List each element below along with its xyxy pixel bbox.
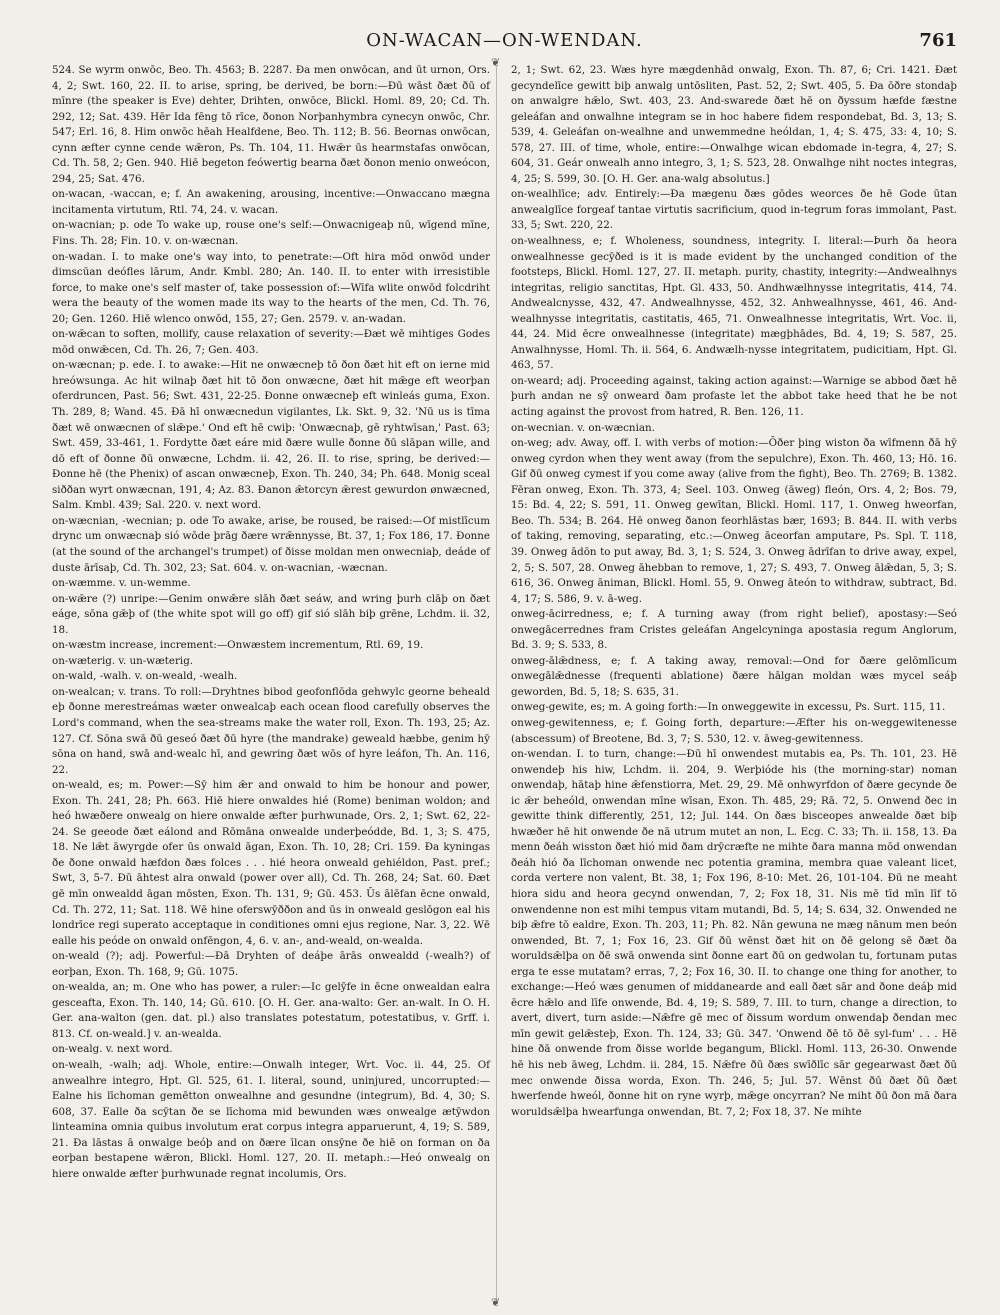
dictionary-entry: on-wald, -walh. v. on-weald, -wealh. <box>52 670 238 683</box>
dictionary-entry: 524. Se wyrm onwōc, Beo. Th. 4563; B. 2287. Ða men onwōcan, and ūt urnon, Ors. 4, 2; Swt. 160, 22. II. to arise, spring, be derived, be born:—Ðū wāst ðæt ðū of mīnre (the speaker is Eve) dehter, Drihten, onwōce, Blickl. Homl. 89, 20; Cd. Th. 292, 12; Sat. 439. Hēr Ida fēng tō rīce, ðonon Norþanhymbra cynecyn onwōc, Chr. 547; Erl. 16, 8. Him onwōc hēah Healfdene, Beo. Th. 112; B. 56. Beornas onwōcan, cynn æfter cynne cende wǣron, Ps. Th. 104, 11. Hwǣr ūs hearmstafas onwōcan, Cd. Th. 58, 2; Gen. 940. Hiē begeton feówertig bearna ðæt ðonon menio onweócon, 294, 25; Sat. 476. <box>52 64 490 185</box>
dictionary-entry: onweg-ālǣdness, e; f. A taking away, removal:—Ond for ðære gelōmlīcum onwegālǣdnesse (frequenti ablatione) ðære hālgan moldan wæs mycel seáþ geworden, Bd. 5, 18; S. 635, 31. <box>511 654 957 698</box>
page-number: 761 <box>919 30 957 51</box>
dictionary-entry: onweg-ācirredness, e; f. A turning away (from right belief), apostasy:—Seó onwegācerrednes fram Cristes geleáfan Angelcyninga apostasia regum Anglorum, Bd. 3. 9; S. 533, 8. <box>511 608 957 652</box>
dictionary-entry: on-wecnian. v. on-wæcnian. <box>511 421 655 434</box>
dictionary-entry: on-wæmme. v. un-wemme. <box>52 577 191 590</box>
column-divider <box>496 66 497 1301</box>
dictionary-entry: on-wendan. I. to turn, change:—Ðū hī onwendest mutabis ea, Ps. Th. 101, 23. Hē onwendeþ his hiw, Lchdm. ii. 204, 9. Werþióde his (the morning-star) noman onwendaþ, hātaþ hine ǣfenstiorra, Met. 29, 29. Mē onhwyrfdon of ðære gecynde ðe ic ǣr beheóld, onwendan mīne wīsan, Exon. Th. 485, 29; Rā. 72, 5. Onwend ðec in gewitte think differently, 251, 12; Jul. 144. On ðæs bisceopes anwealde ðæt biþ hwæðer hē hit onwende ðe nā utrum mutet an non, L. Ecg. C. 33; Th. ii. 158, 13. Ða menn ðeáh wisston ðæt hió mid ðam drȳcræfte ne mihte ðara manna mōd onwendan ðeáh hió ða līchoman onwende nec potentia gramina, membra quae valeant licet, corda vertere non valent, Bt. 38, 1; Fox 196, 8-10: Met. 26, 101-104. Ðū ne meaht hiora sidu and heora gecynd onwendan, 7, 2; Fox 18, 31. Nis mē tīd mīn līf tō onwendenne non est mihi tempus vitam mutandi, Bd. 5, 14; S. 634, 32. Onwended ne biþ ǣfre tō ealdre, Exon. Th. 203, 11; Ph. 82. Nān gewuna ne mæg nānum men beón onwended, Bt. 7, 1; Fox 16, 23. Gif ðū wēnst ðæt hit on ðē gelong sē ðæt ða woruldsǣlþa on ðē swā onwenda sint ðonne eart ðū on gedwolan tu, fortunam putas erga te esse mutatam? erras, 7, 2; Fox 16, 30. II. to change one thing for another, to exchange:—Heó wæs genumen of middanearde and eall ðæt sār and ðone deáþ mid ēcre hǣlo and līfe onwende, Bd. 4, 19; S. 589, 7. III. to turn, change a direction, to avert, divert, turn aside:—Nǣfre gē mec of ðissum wordum onwendaþ ðendan mec mīn gewit gelǣsteþ, Exon. Th. 124, 33; Gū. 347. 'Onwend ðē tō ðē syl-fum' . . . Hē hine ðā onwende from ðisse worlde begangum, Blickl. Homl. 113, 26-30. Onwende hē his neb āweg, Lchdm. ii. 284, 15. Nǣfre ðū ðæs swīðlīc sār gegearwast ðæt ðū mec onwende ðissa worda, Exon. Th. 246, 5; Jul. 57. Wēnst ðū ðæt ðū ðæt hwerfende hweól, ðonne hit on ryne wyrþ, mǣge oncyrran? Ne miht ðū ðon mā ðara woruldsǣlþa hwearfunga onwendan, Bt. 7, 2; Fox 18, 37. Ne mihte <box>511 748 958 1118</box>
dictionary-entry: on-wealh, -walh; adj. Whole, entire:—Onwalh integer, Wrt. Voc. ii. 44, 25. Of anwealhre integro, Hpt. Gl. 525, 61. I. literal, sound, uninjured, uncorrupted:—Ealne his līchoman gemētton onwealhne and gesundne (integrum), Bd. 4, 30; S. 608, 37. Ealle ða scȳtan ðe se līchoma mid bewunden wæs onwealge ætȳwdon linteamina omnia quibus involutum erat corpus integra apparuerunt, 4, 19; S. 589, 21. Ða lāstas ā onwalge beóþ and on ðære īlcan onsȳne ðe hiē on forman on ða eorþan bestapene wǣron, Blickl. Homl. 127, 20. II. metaph.:—Heó onwealg on hiere onwalde æfter þurhwunade regnat incolumis, Ors. <box>52 1059 490 1180</box>
page-header <box>52 30 957 54</box>
dictionary-entry: on-wacnian; p. ode To wake up, rouse one's self:—Onwacnigeaþ nū, wīgend mīne, Fins. Th. 28; Fin. 10. v. on-wæcnan. <box>52 219 490 248</box>
dictionary-entry: on-wealcan; v. trans. To roll:—Dryhtnes bibod geofonflōda gehwylc georne beheald eþ ðonne merestreámas wæter onwealcaþ each ocean flood carefully observes the Lord's command, when the sea-streams make the water roll, Exon. Th. 193, 25; Az. 127. Cf. Sōna swā ðū geseó ðæt ðū hyre (the mandrake) geweald hæbbe, genim hȳ sōna on hand, swā and-wealc hī, and gewring ðæt wōs of hyre leáfon, Th. An. 116, 22. <box>52 685 490 776</box>
dictionary-entry: onweg-gewite, es; m. A going forth:—In onweggewite in excessu, Ps. Surt. 115, 11. <box>511 701 946 714</box>
dictionary-entry: on-wadan. I. to make one's way into, to penetrate:—Oft hira mōd onwōd under dimscūan deófles lārum, Andr. Kmbl. 280; An. 140. II. to enter with irresistible force, to make one's self master of, take possession of:—Wīfa wlite onwōd folcdriht wera the beauty of the women made its way to the hearts of the men, Cd. Th. 76, 20; Gen. 1260. Hiē wlenco onwōd, 155, 27; Gen. 2579. v. an-wadan. <box>52 250 490 325</box>
column-ornament-bottom-icon: ❦ <box>491 1296 501 1309</box>
dictionary-entry: 2, 1; Swt. 62, 23. Wæs hyre mægdenhād onwalg, Exon. Th. 87, 6; Cri. 1421. Ðæt gecyndelīce gewitt biþ anwalg untōsliten, Past. 52, 2; Swt. 405, 5. Ða ōðre stondaþ on anwalgre hǣlo, Swt. 403, 23. And-swarede ðæt hē on ðyssum hæfde fæstne geleáfan and onwalhne integram se in hoc habere fidem respondebat, Bd. 3, 13; S. 539, 4. Geleáfan on-wealhne and unwemmedne heóldan, 1, 4; S. 475, 33: 4, 10; S. 578, 27. III. of time, whole, entire:—Onwalhge wican ebdomade in-tegra, 4, 27; S. 604, 31. Geár onwealh anno integro, 3, 1; S. 523, 28. Onwalhge niht noctes integras, 4, 25; S. 599, 30. [O. H. Ger. ana-walg absolutus.] <box>511 64 957 185</box>
dictionary-entry: on-wæstm increase, increment:—Onwæstem incrementum, Rtl. 69, 19. <box>52 639 424 652</box>
dictionary-entry: on-wæcnan; p. ede. I. to awake:—Hit ne onwæcneþ tō ðon ðæt hit eft on ierne mid hreówsunga. Ac hit wilnaþ ðæt hit tō ðon onwæcne, ðæt hit mǣge eft weorþan oferdruncen, Past. 56; Swt. 431, 22-25. Ðonne onwæcneþ eft winleás guma, Exon. Th. 289, 8; Wand. 45. Ðā hī onwæcnedun vigilantes, Lk. Skt. 9, 32. 'Nū us is tīma ðæt wē onwæcnen of slǣpe.' Ond eft hē cwiþ: 'Onwæcnaþ, gē ryhtwīsan,' Past. 63; Swt. 459, 33-461, 1. Fordytte ðæt eáre mid ðære wulle ðonne ðū slāpan wille, and dō eft of ðonne ðū onwæcne, Lchdm. ii. 42, 26. II. to rise, spring, be derived:—Ðonne hē (the Phenix) of ascan onwæcneþ, Exon. Th. 240, 34; Ph. 648. Monig sceal siððan wyrt onwæcnan, 191, 4; Az. 83. Ðanon ǣtorcyn ǣrest gewurdon ønwæcned, Salm. Kmbl. 439; Sal. 220. v. next word. <box>52 359 490 512</box>
left-column <box>52 63 490 1182</box>
dictionary-entry: on-weard; adj. Proceeding against, taking action against:—Warnige se abbod ðæt hē þurh andan ne sȳ onweard ðam profaste let the abbot take heed that he be not acting against the provost from hatred, R. Ben. 126, 11. <box>511 374 957 419</box>
dictionary-entry: on-weald (?); adj. Powerful:—Ðā Dryhten of deáþe ārās onwealdd (-wealh?) of eorþan, Exon. Th. 168, 9; Gū. 1075. <box>52 950 490 978</box>
dictionary-entry: onweg-gewitenness, e; f. Going forth, departure:—Æfter his on-weggewitenesse (abscessum) of Breotene, Bd. 3, 7; S. 530, 12. v. āweg-gewitenness. <box>511 716 957 745</box>
dictionary-entry: on-wealhness, e; f. Wholeness, soundness, integrity. I. literal:—Þurh ða heora onwealhnesse gecȳðed is it is made evident by the unchanged condition of the footsteps, Blickl. Homl. 127, 27. II. metaph. purity, chastity, integrity:—Andwealhnys integritas, religio sanctitas, Hpt. Gl. 433, 50. Andhwælhnysse integritatis, 414, 74. Andwealcnysse, 432, 47. Andwealhnysse, 452, 32. Anhwealhnysse, 461, 46. And-wealhnysse integritatis, castitatis, 465, 71. Onwealhnesse integritatis, Wrt. Voc. ii, 44, 24. Mid ēcre onwealhnesse (integritate) mægþhādes, Bd. 4, 19; S. 587, 25. Anwalhnysse, Homl. Th. ii. 564, 6. Andwælh-nysse integritatem, pudicitiam, Hpt. Gl. 463, 57. <box>511 235 957 372</box>
running-head: ON-WACAN—ON-WENDAN. <box>366 30 643 51</box>
dictionary-entry: on-wacan, -waccan, e; f. An awakening, arousing, incentive:—Onwaccano mægna incitamenta virtutum, Rtl. 74, 24. v. wacan. <box>52 188 490 216</box>
dictionary-entry: on-weg; adv. Away, off. I. with verbs of motion:—Ōðer þing wiston ða wīfmenn ðā hȳ onweg cyrdon when they went away (from the sepulchre), Exon. Th. 460, 13; Hō. 16. Gif ðū onweg cymest if you come away (alive from the fight), Beo. Th. 2769; B. 1382. Fēran onweg, Exon. Th. 373, 4; Seel. 103. Onweg (āweg) fleón, Ors. 4, 2; Bos. 79, 15: Bd. 4, 22; S. 591, 11. Onweg gewītan, Blickl. Homl. 117, 1. Onweg hweorfan, Beo. Th. 534; B. 264. Hē onweg ðanon feorhlāstas bær, 1693; B. 844. II. with verbs of taking, removing, separating, etc.:—Onweg āceorfan amputare, Ps. Spl. T. 118, 39. Onweg ādōn to put away, Bd. 3, 1; S. 524, 3. Onweg ādrīfan to drive away, expel, 2, 5; S. 507, 28. Onweg āhebban to remove, 1, 27; S. 493, 7. Onweg ālǣdan, 5, 3; S. 616, 36. Onweg āniman, Blickl. Homl. 55, 9. Onweg āteón to withdraw, subtract, Bd. 4, 17; S. 586, 9. v. ā-weg. <box>511 437 957 605</box>
dictionary-entry: on-wealg. v. next word. <box>52 1043 173 1056</box>
dictionary-entry: on-weald, es; m. Power:—Sȳ him ǣr and onwald to him be honour and power, Exon. Th. 241, 28; Ph. 663. Hiē hiere onwaldes hié (Rome) beniman woldon; and heó hwæðere onwealg on hiere onwalde æfter þurhwunade, Ors. 2, 1; Swt. 62, 22-24. Se geeode ðæt eálond and Rōmāna onwealde underþeódde, Bd. 1, 3; S. 475, 18. Ne lǣt āwyrgde ofer ūs onwald āgan, Exon. Th. 10, 28; Cri. 159. Ða kyningas ðe ðone onwald hæfdon ðæs folces . . . hié heora onweald gehiéldon, Past. pref.; Swt, 3, 5-7. Ðū āhtest alra onwald (power over all), Cd. Th. 268, 24; Sat. 60. Ðæt gē mīn onwealdd āgan mōsten, Exon. Th. 131, 9; Gū. 453. Ūs ālēfan ēcne onwald, Cd. Th. 272, 11; Sat. 118. Wē hine oferswȳððon and ūs in onweald geslōgon eal his londrīce regi superato acceptaque in conditiones omni ejus regione, Nar. 3, 22. Wē ealle his peóde on onwald onfēngon, 4, 6. v. an-, and-weald, on-wealda. <box>52 779 490 947</box>
dictionary-entry: on-wæcnian, -wecnian; p. ode To awake, arise, be roused, be raised:—Of mistlīcum drync um onwæcnaþ sió wōde þrāg ðære wrǣnnysse, Bt. 37, 1; Fox 186, 17. Ðonne (at the sound of the archangel's trumpet) of ðisse moldan men onwecniaþ, deáde of duste ārīsaþ, Cd. Th. 302, 23; Sat. 604. v. on-wacnian, -wæcnan. <box>52 514 490 574</box>
dictionary-entry: on-wǣcan to soften, mollify, cause relaxation of severity:—Ðæt wē mihtiges Godes mōd onwǣcen, Cd. Th. 26, 7; Gen. 403. <box>52 328 490 356</box>
dictionary-entry: on-wealhlīce; adv. Entirely:—Ða mægenu ðæs gōdes weorces ðe hē Gode ūtan anwealglīce forgeaf tantae virtutis sacrificium, quod in-tegrum foras immolant, Past. 33, 5; Swt. 220, 22. <box>511 188 957 232</box>
column-ornament-top-icon: ❦ <box>491 56 501 69</box>
dictionary-entry: on-wæterig. v. un-wæterig. <box>52 654 194 667</box>
right-column <box>511 63 957 1120</box>
dictionary-entry: on-wǣre (?) unripe:—Genim onwǣre slāh ðæt seáw, and wring þurh clāþ on ðæt eáge, sōna gǣþ of (the white spot will go off) gif sió slāh biþ grēne, Lchdm. ii. 32, 18. <box>52 592 490 636</box>
dictionary-entry: on-wealda, an; m. One who has power, a ruler:—Ic gelȳfe in ēcne onwealdan ealra gesceafta, Exon. Th. 140, 14; Gū. 610. [O. H. Ger. ana-walto: Ger. an-walt. In O. H. Ger. ana-walton (gen. dat. pl.) also translates potestatum, potestatibus, v. Grff. i. 813. Cf. on-weald.] v. an-wealda. <box>52 981 490 1040</box>
